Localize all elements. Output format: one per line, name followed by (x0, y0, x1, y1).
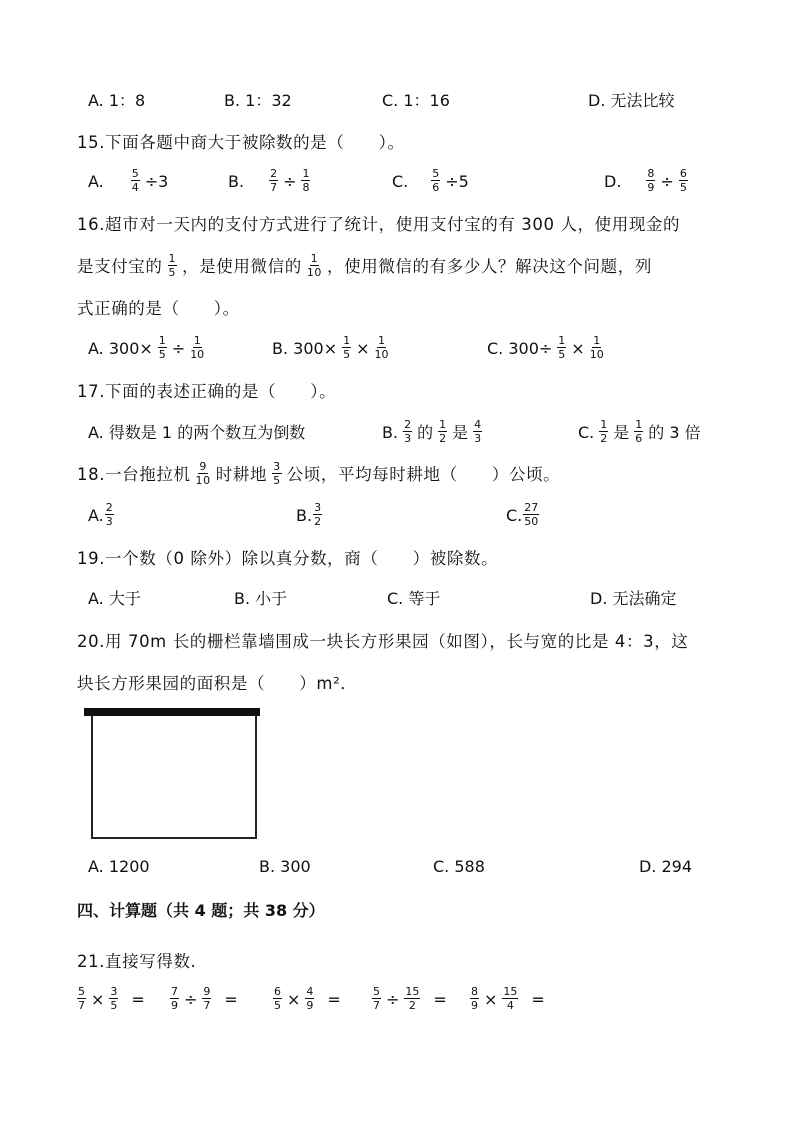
q16-stem-line2: 是支付宝的 $\frac{1}{5}$ ，是使用微信的 $\frac{1}{10}$ ，使用微信的有多少人？解决这个问题，列 (77, 252, 652, 279)
fraction: $\frac{5}{4}$ (131, 167, 139, 194)
q20-stem-line2: 块长方形果园的面积是（ ）m²． (77, 674, 358, 693)
q20-option-c[interactable]: C. 588 (433, 857, 485, 876)
q20-option-d[interactable]: D. 294 (639, 857, 693, 876)
q21-item-4: $\frac{5}{7}$ ÷ $\frac{15}{2}$ = (373, 985, 447, 1012)
fraction: $\frac{3}{5}$ (273, 460, 281, 487)
q17-stem: 17.下面的表述正确的是（ ）。 (77, 382, 337, 401)
q20-stem-line1: 20.用 70m 长的栅栏靠墙围成一块长方形果园（如图），长与宽的比是 4：3，这 (77, 632, 689, 651)
fraction: $\frac{1}{8}$ (302, 167, 310, 194)
q14-option-a[interactable]: A. 1：8 (88, 91, 146, 110)
fraction: $\frac{1}{2}$ (600, 418, 608, 445)
fraction: $\frac{4}{3}$ (474, 418, 482, 445)
fraction: $\frac{1}{5}$ (158, 334, 166, 361)
fraction: $\frac{15}{2}$ (405, 985, 420, 1012)
fraction: $\frac{6}{5}$ (679, 167, 687, 194)
q18-option-c[interactable]: C. $\frac{27}{50}$ (506, 501, 539, 528)
operator: ÷ (283, 172, 297, 191)
wall (84, 708, 260, 716)
q21-stem: 21.直接写得数. (77, 952, 197, 971)
q16-stem-line3: 式正确的是（ ）。 (77, 299, 240, 318)
fraction: $\frac{3}{2}$ (314, 501, 322, 528)
q16-stem-line1: 16.超市对一天内的支付方式进行了统计，使用支付宝的有 300 人，使用现金的 (77, 215, 681, 234)
fraction: $\frac{1}{2}$ (439, 418, 447, 445)
q21-item-2: $\frac{7}{9}$ ÷ $\frac{9}{7}$ = (171, 985, 238, 1012)
q14-option-c[interactable]: C. 1：16 (382, 91, 450, 110)
q18-option-a[interactable]: A. $\frac{2}{3}$ (88, 501, 113, 528)
fraction: $\frac{1}{10}$ (589, 334, 604, 361)
fraction: $\frac{1}{10}$ (306, 252, 323, 279)
q17-option-a[interactable]: A. 得数是 1 的两个数互为倒数 (88, 423, 306, 442)
fraction: $\frac{9}{10}$ (195, 460, 211, 487)
fraction: $\frac{15}{4}$ (503, 985, 518, 1012)
q19-option-b[interactable]: B. 小于 (234, 589, 288, 608)
q19-option-a[interactable]: A. 大于 (88, 589, 141, 608)
q19-stem: 19.一个数（0 除外）除以真分数，商（ ）被除数。 (77, 549, 499, 568)
expression-rest: ÷5 (445, 172, 469, 191)
fraction: $\frac{1}{5}$ (558, 334, 566, 361)
fraction: $\frac{4}{9}$ (306, 985, 314, 1012)
q15-stem: 15.下面各题中商大于被除数的是（ ）。 (77, 133, 405, 152)
q15-option-c[interactable] (392, 167, 469, 195)
fraction: $\frac{1}{10}$ (190, 334, 205, 361)
fraction: $\frac{1}{10}$ (374, 334, 389, 361)
q20-option-a[interactable]: A. 1200 (88, 857, 150, 876)
fraction: $\frac{5}{6}$ (432, 167, 440, 194)
orchard-diagram (84, 708, 260, 842)
fraction: $\frac{1}{5}$ (168, 252, 177, 279)
fence (92, 716, 256, 838)
q16-option-c[interactable]: C. 300÷ $\frac{1}{5}$ × $\frac{1}{10}$ (487, 334, 604, 361)
expression-rest: ÷3 (144, 172, 169, 191)
fraction: $\frac{27}{50}$ (524, 501, 539, 528)
q15-option-d[interactable] (604, 167, 693, 195)
fraction: $\frac{1}{5}$ (343, 334, 351, 361)
option-label: C. (392, 172, 409, 191)
q18-stem: 18.一台拖拉机 $\frac{9}{10}$ 时耕地 $\frac{3}{5}$ 公顷，平均每时耕地（ ）公顷。 (77, 460, 561, 487)
q14-option-b[interactable]: B. 1：32 (224, 91, 292, 110)
operator: ÷ (660, 172, 674, 191)
fraction: $\frac{5}{7}$ (78, 985, 85, 1012)
fraction: $\frac{1}{6}$ (635, 418, 643, 445)
q14-option-d[interactable]: D. 无法比较 (588, 91, 675, 110)
fraction: $\frac{8}{9}$ (647, 167, 655, 194)
q21-item-3: $\frac{6}{5}$ × $\frac{4}{9}$ = (274, 985, 341, 1012)
q19-option-d[interactable]: D. 无法确定 (590, 589, 677, 608)
fraction: $\frac{2}{3}$ (105, 501, 113, 528)
q16-option-b[interactable]: B. 300× $\frac{1}{5}$ × $\frac{1}{10}$ (272, 334, 389, 361)
q20-option-b[interactable]: B. 300 (259, 857, 311, 876)
q18-option-b[interactable]: B. $\frac{3}{2}$ (296, 501, 322, 528)
fraction: $\frac{2}{3}$ (404, 418, 412, 445)
fraction: $\frac{8}{9}$ (471, 985, 478, 1012)
option-label: B. (228, 172, 245, 191)
fraction: $\frac{9}{7}$ (203, 985, 211, 1012)
section-title: 四、计算题（共 4 题；共 38 分） (77, 901, 325, 920)
fraction: $\frac{3}{5}$ (110, 985, 118, 1012)
q21-item-5: $\frac{8}{9}$ × $\frac{15}{4}$ = (471, 985, 545, 1012)
fraction: $\frac{6}{5}$ (274, 985, 281, 1012)
fraction: $\frac{7}{9}$ (171, 985, 178, 1012)
q21-item-1: $\frac{5}{7}$ × $\frac{3}{5}$ = (78, 985, 145, 1012)
fraction: $\frac{5}{7}$ (373, 985, 380, 1012)
option-label: D. (604, 172, 622, 191)
q15-option-a[interactable] (88, 167, 169, 195)
q19-option-c[interactable]: C. 等于 (387, 589, 441, 608)
q15-option-b[interactable] (228, 167, 315, 195)
option-label: A. (88, 172, 104, 191)
q17-option-b[interactable]: B. $\frac{2}{3}$ 的 $\frac{1}{2}$ 是 $\frac{4}{3}$ (382, 418, 482, 445)
q17-option-c[interactable]: C. $\frac{1}{2}$ 是 $\frac{1}{6}$ 的 3 倍 (578, 418, 701, 445)
fraction: $\frac{2}{7}$ (270, 167, 278, 194)
q16-option-a[interactable]: A. 300× $\frac{1}{5}$ ÷ $\frac{1}{10}$ (88, 334, 205, 361)
